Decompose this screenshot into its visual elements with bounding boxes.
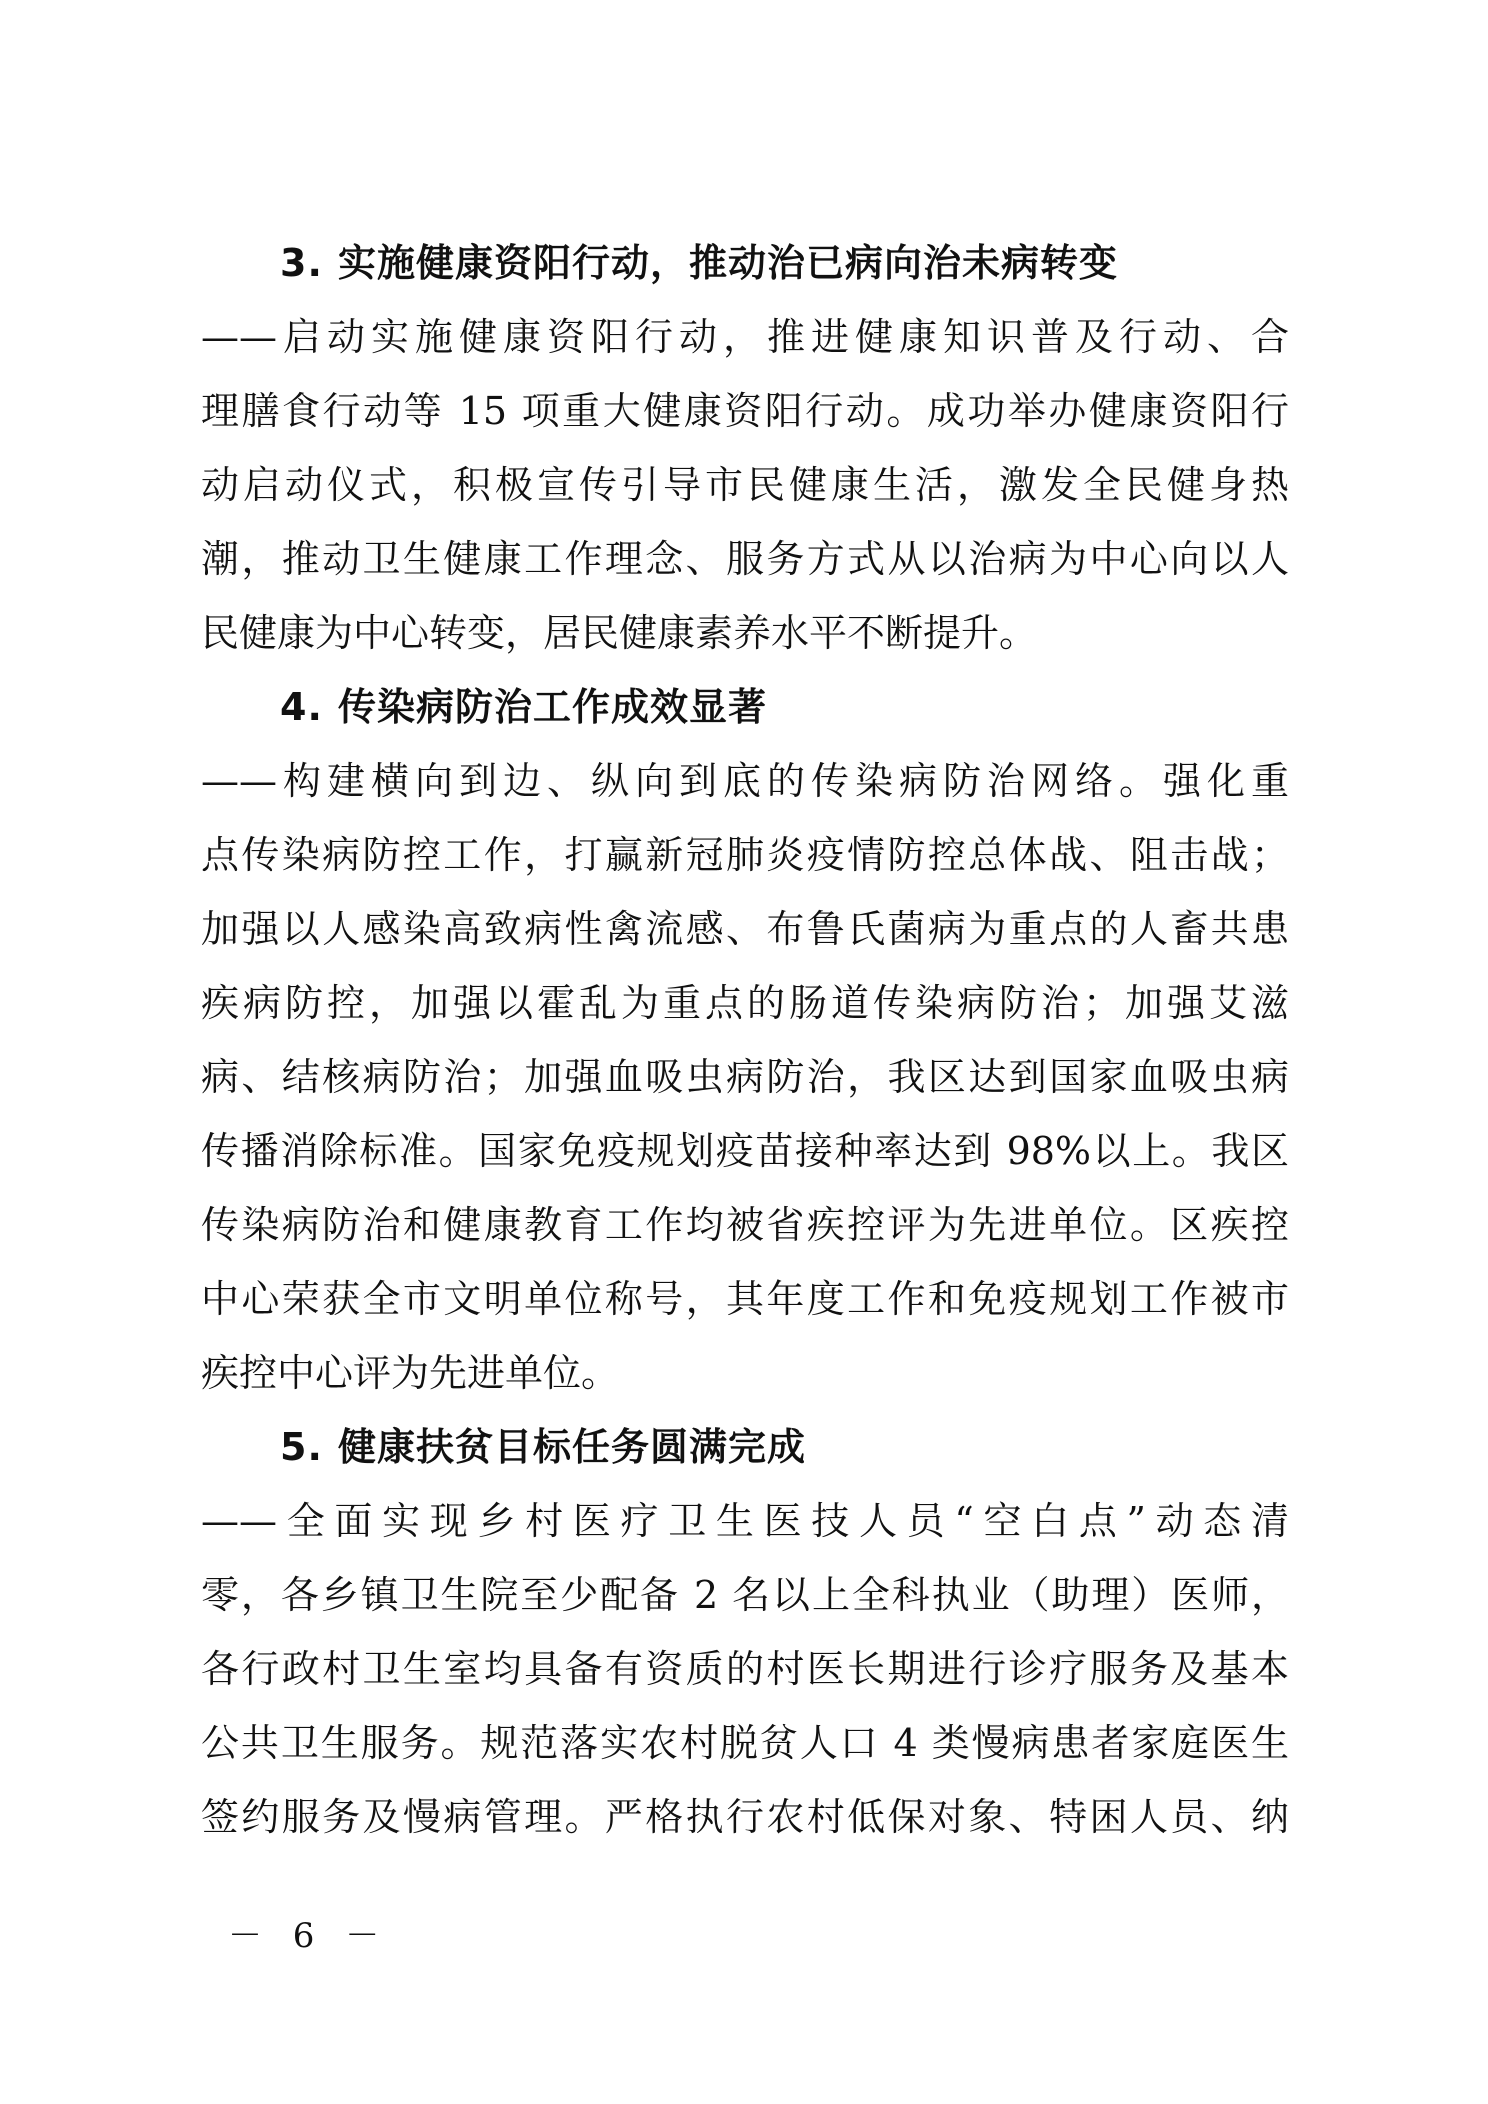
section-paragraph-4 (201, 744, 1289, 1410)
section-heading-4 (201, 670, 1289, 744)
page-number: － 6 － (228, 1916, 390, 1956)
section-title: 传染病防治工作成效显著 (338, 685, 768, 729)
paragraph-line: 中心荣获全市文明单位称号，其年度工作和免疫规划工作被市 (201, 1277, 1289, 1321)
section-number: 4. (280, 685, 323, 729)
paragraph-line: 传染病防治和健康教育工作均被省疾控评为先进单位。区疾控 (201, 1203, 1289, 1247)
paragraph-line: 疾病防控，加强以霍乱为重点的肠道传染病防治；加强艾滋 (201, 981, 1289, 1025)
paragraph-line: 民健康为中心转变，居民健康素养水平不断提升。 (201, 611, 1038, 655)
section-paragraph-3 (201, 300, 1289, 670)
section-heading-5 (201, 1410, 1289, 1484)
paragraph-line: 各行政村卫生室均具备有资质的村医长期进行诊疗服务及基本 (201, 1647, 1289, 1691)
paragraph-line: 理膳食行动等 15 项重大健康资阳行动。成功举办健康资阳行 (201, 389, 1289, 433)
paragraph-line: 病、结核病防治；加强血吸虫病防治，我区达到国家血吸虫病 (201, 1055, 1289, 1099)
paragraph-line: 加强以人感染高致病性禽流感、布鲁氏菌病为重点的人畜共患 (201, 907, 1289, 951)
paragraph-line: ——启动实施健康资阳行动，推进健康知识普及行动、合 (201, 315, 1289, 359)
section-heading-3 (201, 226, 1289, 300)
section-number: 3. (280, 241, 323, 285)
paragraph-line: 签约服务及慢病管理。严格执行农村低保对象、特困人员、纳 (201, 1795, 1289, 1839)
paragraph-line: 传播消除标准。国家免疫规划疫苗接种率达到 98%以上。我区 (201, 1129, 1289, 1173)
paragraph-line: 点传染病防控工作，打赢新冠肺炎疫情防控总体战、阻击战； (201, 833, 1289, 877)
paragraph-line: 公共卫生服务。规范落实农村脱贫人口 4 类慢病患者家庭医生 (201, 1721, 1289, 1765)
paragraph-line: ——构建横向到边、纵向到底的传染病防治网络。强化重 (201, 759, 1289, 803)
paragraph-line: 零，各乡镇卫生院至少配备 2 名以上全科执业（助理）医师， (201, 1573, 1289, 1617)
section-title: 实施健康资阳行动，推动治已病向治未病转变 (338, 241, 1119, 285)
section-title: 健康扶贫目标任务圆满完成 (338, 1425, 807, 1469)
paragraph-line: 疾控中心评为先进单位。 (201, 1351, 620, 1395)
paragraph-line: 动启动仪式，积极宣传引导市民健康生活，激发全民健身热 (201, 463, 1289, 507)
document-body (201, 226, 1289, 1854)
paragraph-line: ——全面实现乡村医疗卫生医技人员“空白点”动态清 (201, 1499, 1289, 1543)
section-paragraph-5 (201, 1484, 1289, 1854)
paragraph-line: 潮，推动卫生健康工作理念、服务方式从以治病为中心向以人 (201, 537, 1289, 581)
section-number: 5. (280, 1425, 323, 1469)
